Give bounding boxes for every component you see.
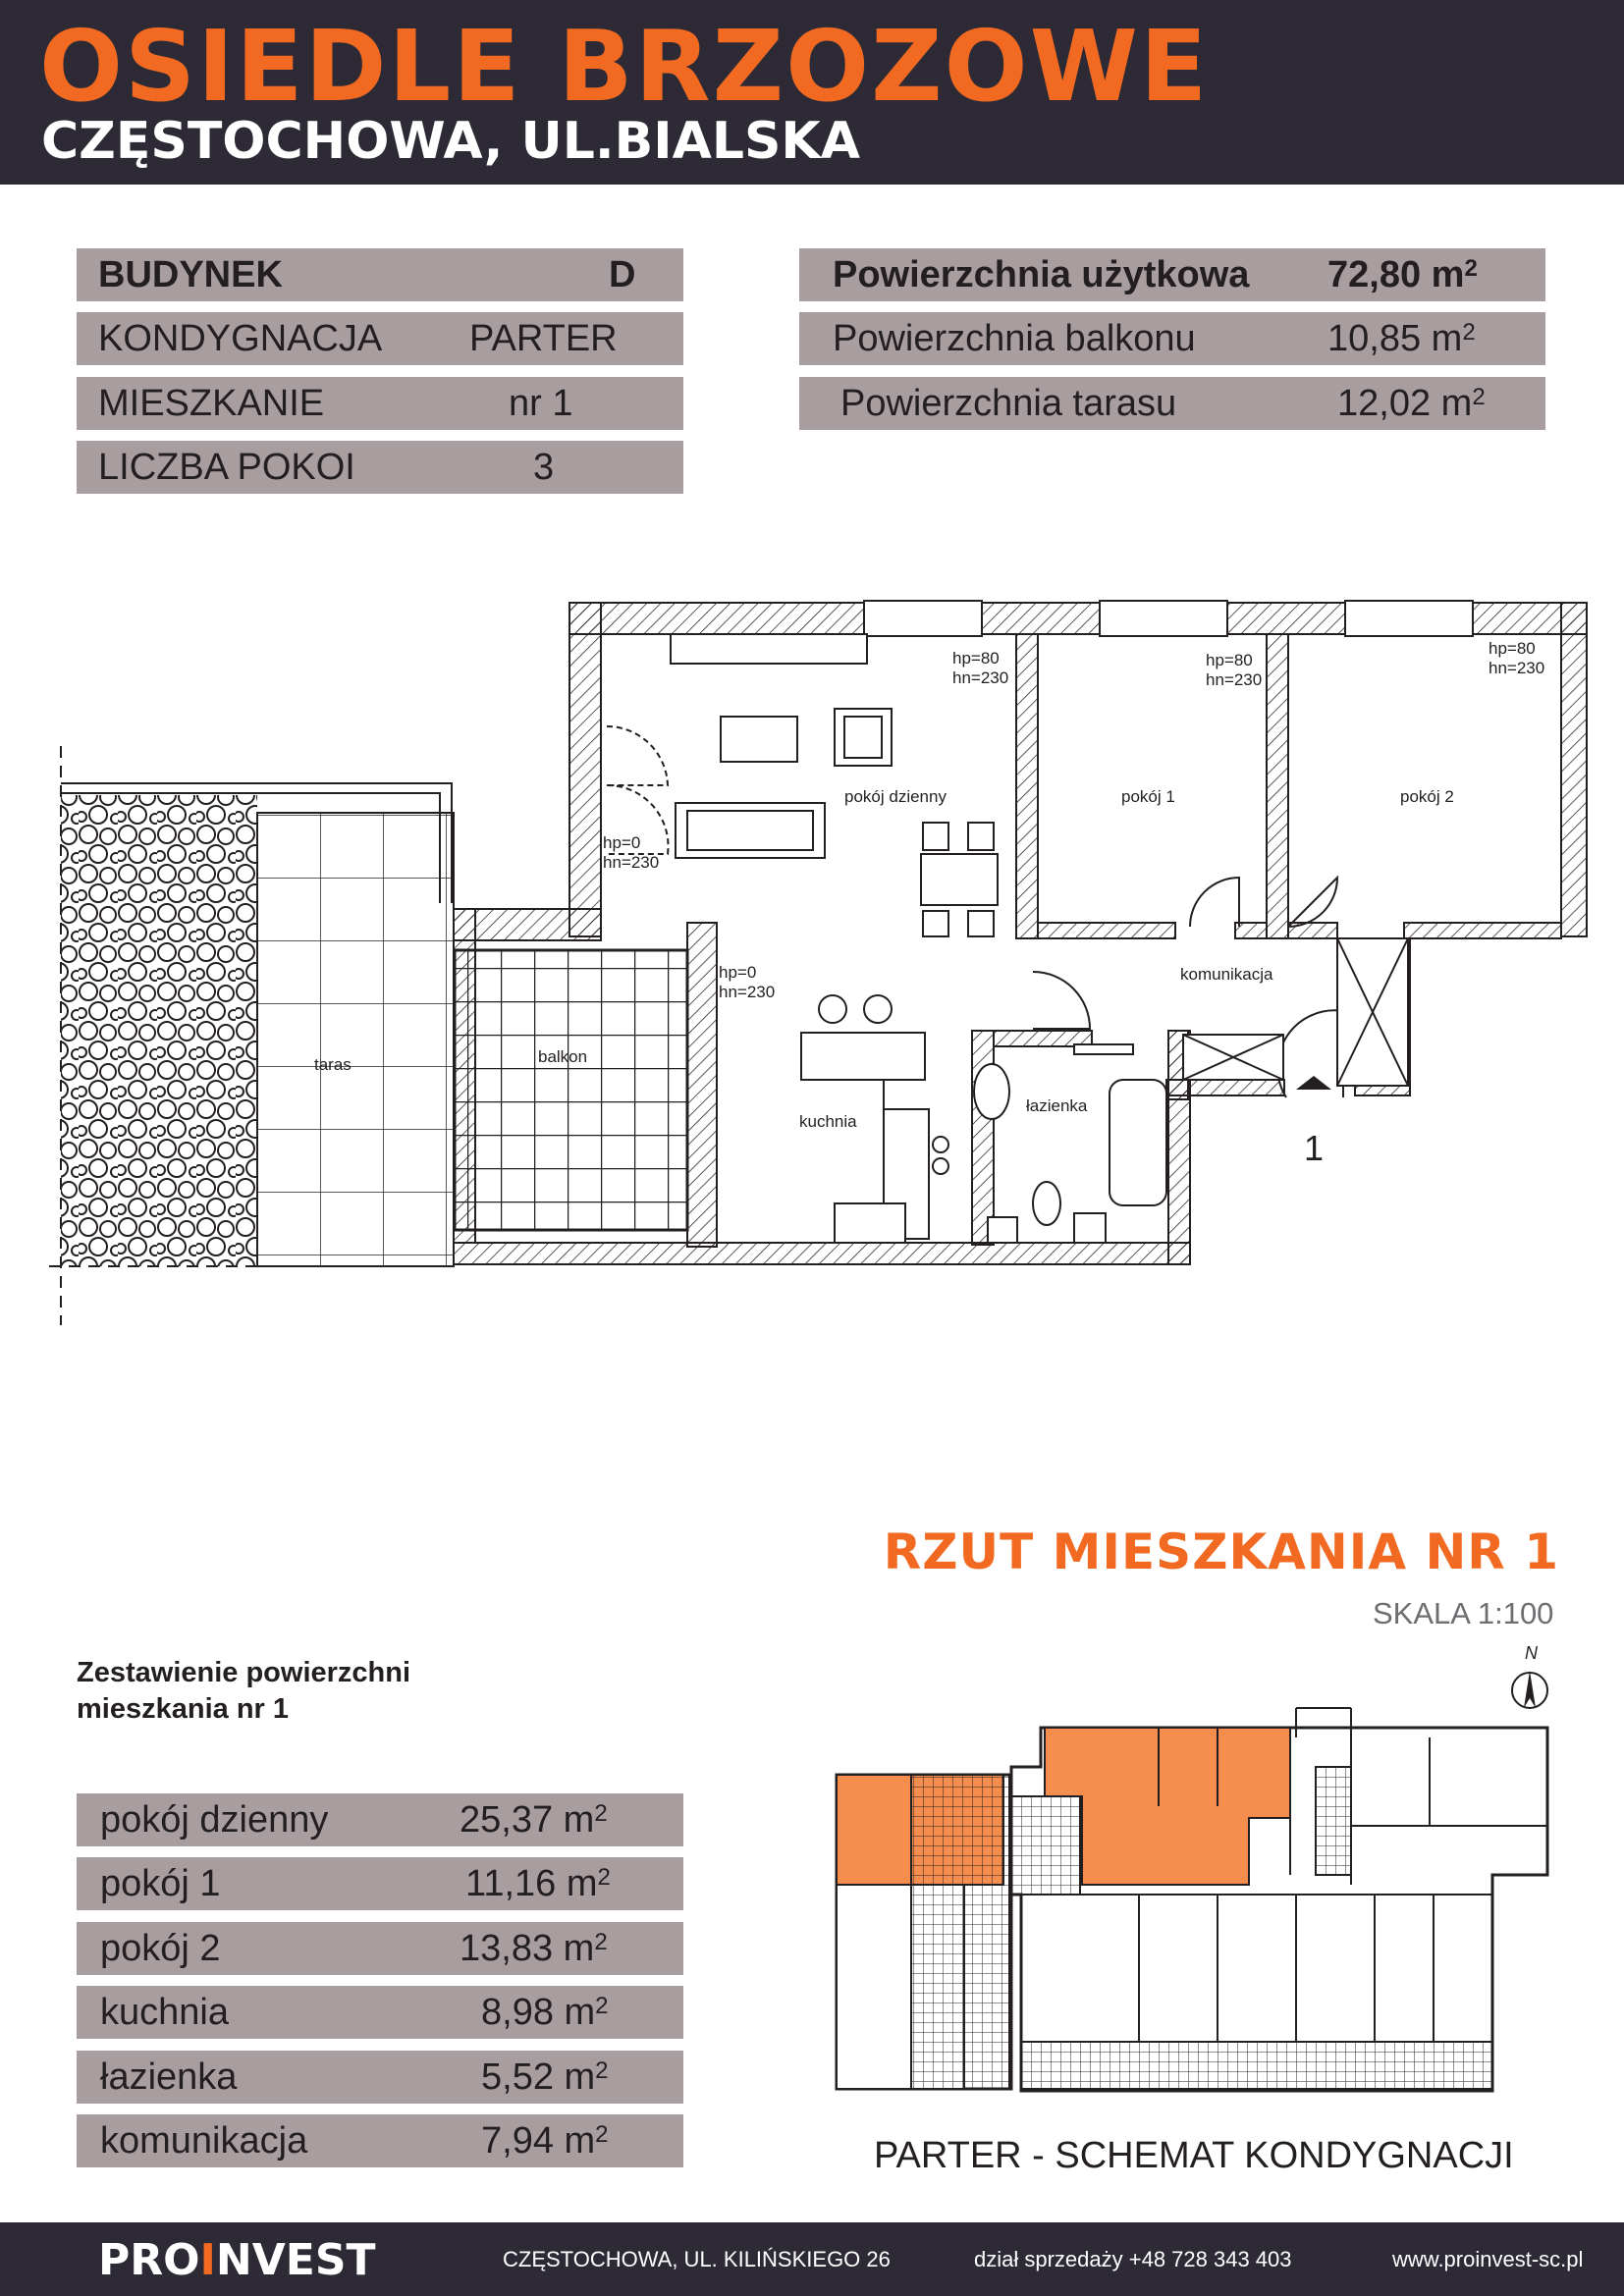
schema-balcony bbox=[1011, 1796, 1080, 1895]
window-label: hp=80 bbox=[1489, 639, 1536, 658]
info-value: 72,80 $m^2$ bbox=[1327, 254, 1478, 295]
info-value: 10,85 $m^2$ bbox=[1327, 318, 1476, 359]
areas-heading-line1: Zestawienie powierzchni bbox=[77, 1657, 411, 1688]
info-value: D bbox=[609, 254, 636, 295]
info-label: Powierzchnia balkonu bbox=[833, 318, 1196, 359]
room-label-lazienka: łazienka bbox=[1026, 1096, 1088, 1115]
info-value: 3 bbox=[533, 447, 555, 488]
interior-walls bbox=[972, 634, 1561, 1245]
door-label: hn=230 bbox=[719, 983, 776, 1001]
area-name: kuchnia bbox=[100, 1992, 229, 2033]
scale-label: SKALA 1:100 bbox=[1373, 1596, 1554, 1630]
info-label: Powierzchnia użytkowa bbox=[833, 254, 1250, 295]
window-label: hp=80 bbox=[1206, 651, 1253, 669]
window-label: hn=230 bbox=[1206, 670, 1263, 689]
pebble-strip bbox=[61, 795, 257, 1266]
schema-balcony-bottom bbox=[1021, 2042, 1492, 2089]
info-row-powierzchnia-uzytkowa bbox=[799, 248, 1545, 301]
balcony-floor bbox=[455, 950, 687, 1230]
company-logo: PROINVEST bbox=[98, 2235, 376, 2285]
footer-sales-phone: dział sprzedaży +48 728 343 403 bbox=[974, 2247, 1292, 2271]
info-row-kondygnacja bbox=[77, 312, 683, 365]
window-label: hn=230 bbox=[1489, 659, 1545, 677]
window-label: hp=80 bbox=[952, 649, 1000, 667]
area-name: komunikacja bbox=[100, 2120, 308, 2162]
area-name: pokój 1 bbox=[100, 1863, 221, 1904]
door-label: hp=0 bbox=[719, 963, 757, 982]
info-row-powierzchnia-tarasu bbox=[799, 377, 1545, 430]
areas-heading-line2: mieszkania nr 1 bbox=[77, 1693, 289, 1725]
area-row bbox=[77, 1986, 683, 2039]
info-value: 12,02 $m^2$ bbox=[1337, 383, 1486, 424]
area-value: 5,52 $m^2$ bbox=[481, 2056, 609, 2098]
info-label: BUDYNEK bbox=[98, 254, 283, 295]
footer-address: CZĘSTOCHOWA, UL. KILIŃSKIEGO 26 bbox=[503, 2247, 891, 2271]
areas-heading bbox=[77, 1655, 410, 1728]
info-value: nr 1 bbox=[509, 383, 573, 424]
room-label-komunikacja: komunikacja bbox=[1180, 965, 1273, 984]
info-label: KONDYGNACJA bbox=[98, 318, 383, 359]
floor-schema bbox=[825, 1629, 1571, 2176]
schema-stairs bbox=[1316, 1767, 1351, 1875]
entrance-arrow bbox=[1296, 1076, 1331, 1090]
info-label: Powierzchnia tarasu bbox=[840, 383, 1177, 424]
room-label-kuchnia: kuchnia bbox=[799, 1112, 857, 1131]
area-row bbox=[77, 2114, 683, 2167]
page-title: OSIEDLE BRZOZOWE bbox=[39, 9, 1210, 124]
room-label-pokoj-dzienny: pokój dzienny bbox=[844, 787, 947, 806]
floor-plan bbox=[0, 579, 1624, 1345]
area-row bbox=[77, 2051, 683, 2104]
info-label: LICZBA POKOI bbox=[98, 447, 355, 488]
furniture bbox=[676, 709, 1408, 1243]
room-label-pokoj1: pokój 1 bbox=[1121, 787, 1175, 806]
schema-apartment-highlight bbox=[1045, 1728, 1290, 1885]
rzut-title: RZUT MIESZKANIA NR 1 bbox=[883, 1523, 1559, 1580]
room-label-pokoj2: pokój 2 bbox=[1400, 787, 1454, 806]
footer-website[interactable]: www.proinvest-sc.pl bbox=[1392, 2247, 1584, 2271]
area-row bbox=[77, 1922, 683, 1975]
info-label: MIESZKANIE bbox=[98, 383, 325, 424]
area-row bbox=[77, 1857, 683, 1910]
area-value: 8,98 $m^2$ bbox=[481, 1992, 609, 2033]
area-row bbox=[77, 1793, 683, 1846]
door-label: hn=230 bbox=[603, 853, 660, 872]
north-label: N bbox=[1525, 1643, 1538, 1663]
area-name: pokój 2 bbox=[100, 1928, 221, 1969]
info-value: PARTER bbox=[469, 318, 618, 359]
compass-needle bbox=[1524, 1671, 1536, 1708]
room-label-taras: taras bbox=[314, 1055, 352, 1074]
info-row-liczba-pokoi bbox=[77, 441, 683, 494]
area-value: 7,94 $m^2$ bbox=[481, 2120, 609, 2162]
door-label: hp=0 bbox=[603, 833, 641, 852]
area-name: łazienka bbox=[100, 2056, 238, 2098]
schema-balcony-strip bbox=[911, 1775, 1009, 2089]
terrace-floor bbox=[257, 813, 454, 1266]
area-value: 13,83 $m^2$ bbox=[460, 1928, 608, 1969]
info-row-mieszkanie bbox=[77, 377, 683, 430]
entrance-number: 1 bbox=[1304, 1128, 1325, 1168]
area-name: pokój dzienny bbox=[100, 1799, 329, 1841]
page-subtitle: CZĘSTOCHOWA, UL.BIALSKA bbox=[41, 112, 860, 171]
room-label-balkon: balkon bbox=[538, 1047, 588, 1066]
header-banner bbox=[0, 0, 1624, 185]
window-label: hn=230 bbox=[952, 668, 1009, 687]
area-value: 25,37 $m^2$ bbox=[460, 1799, 608, 1841]
schema-title: PARTER - SCHEMAT KONDYGNACJI bbox=[874, 2135, 1514, 2176]
info-row-powierzchnia-balkonu bbox=[799, 312, 1545, 365]
info-row-budynek bbox=[77, 248, 683, 301]
area-value: 11,16 $m^2$ bbox=[465, 1863, 611, 1904]
